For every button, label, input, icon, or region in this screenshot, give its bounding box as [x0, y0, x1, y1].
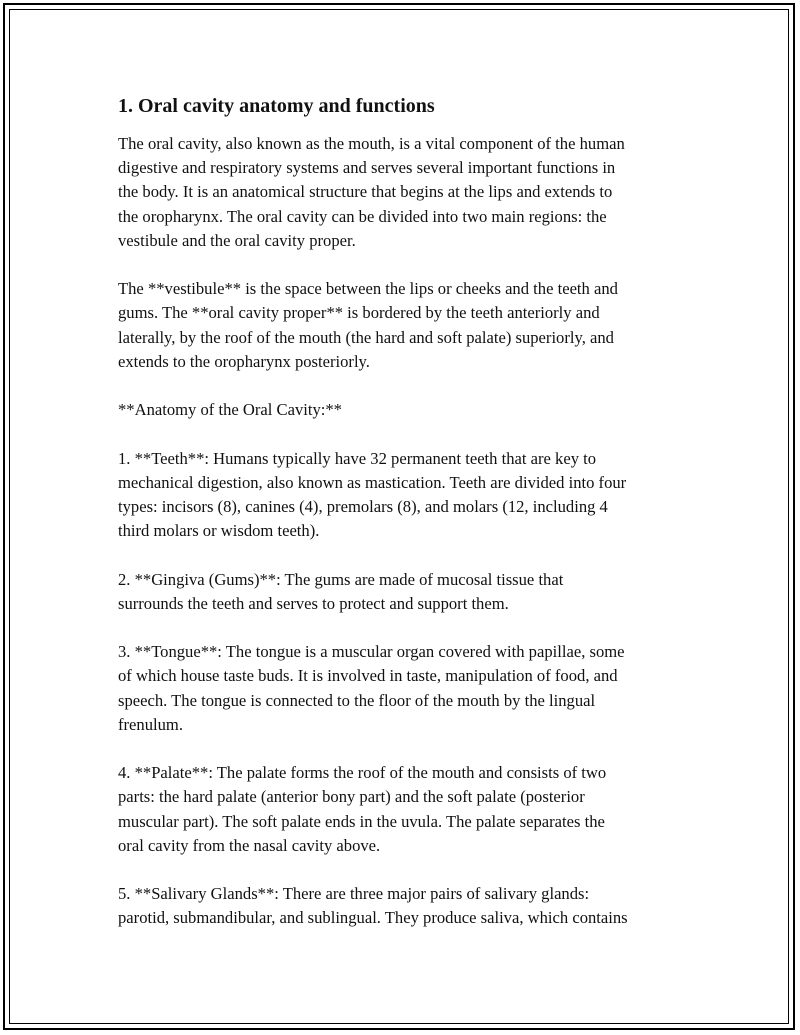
intro-paragraph: The oral cavity, also known as the mouth, is a vital component of the human digestive and respiratory systems and serves several important functions in the body. It is an anatomical structure that begins at the lips and extends to the oropharynx. The oral cavity can be divided into two main regions: the vestibule and the oral cavity proper.	[118, 134, 625, 250]
anatomy-subheading: **Anatomy of the Oral Cavity:**	[118, 400, 342, 420]
vestibule-paragraph: The **vestibule** is the space between the lips or cheeks and the teeth and gums. The **oral cavity proper** is bordered by the teeth anteriorly and laterally, by the roof of the mouth (the hard and soft palate) superiorly, and extends to the oropharynx posteriorly.	[118, 279, 618, 371]
section-heading: 1. Oral cavity anatomy and functions	[118, 95, 435, 117]
tongue-paragraph: 3. **Tongue**: The tongue is a muscular organ covered with papillae, some of which house taste buds. It is involved in taste, manipulation of food, and speech. The tongue is connected to the floor of the mouth by the lingual frenulum.	[118, 642, 625, 734]
document-body	[118, 92, 698, 955]
teeth-paragraph: 1. **Teeth**: Humans typically have 32 permanent teeth that are key to mechanical digestion, also known as mastication. Teeth are divided into four types: incisors (8), canines (4), premolars (8), and molars (12, including 4 third molars or wisdom teeth).	[118, 448, 627, 541]
salivary-glands-paragraph: 5. **Salivary Glands**: There are three major pairs of salivary glands: parotid, submandibular, and sublingual. They produce saliva, which contains	[118, 884, 628, 928]
gingiva-paragraph: 2. **Gingiva (Gums)**: The gums are made of mucosal tissue that surrounds the teeth and serves to protect and support them.	[118, 569, 564, 613]
palate-paragraph: 4. **Palate**: The palate forms the roof of the mouth and consists of two parts: the hard palate (anterior bony part) and the soft palate (posterior muscular part). The soft palate ends in the uvula. The palate separates the oral cavity from the nasal cavity above.	[118, 763, 607, 855]
